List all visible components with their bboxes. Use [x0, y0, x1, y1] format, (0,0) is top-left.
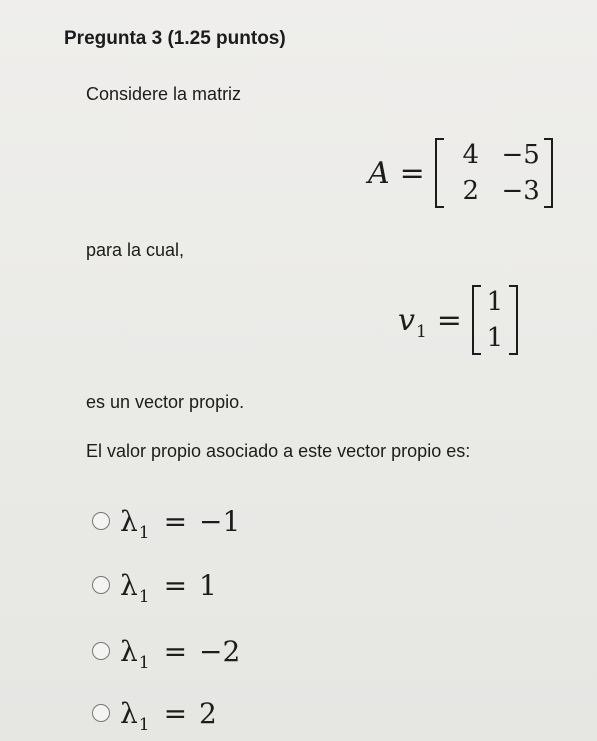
matrix-equals: =: [399, 155, 425, 191]
question-title: Pregunta 3 (1.25 puntos): [64, 28, 286, 49]
matrix-cell-2-1: 2: [462, 176, 480, 206]
vector-name: $v_1$: [398, 302, 427, 342]
middle-text: para la cual,: [86, 240, 185, 260]
vector-v1: [472, 285, 518, 355]
matrix-cell-2-2: −3: [501, 176, 540, 206]
right-bracket: [509, 285, 518, 355]
matrix-cell-1-2: −5: [501, 140, 540, 170]
left-bracket: [472, 285, 481, 355]
right-bracket: [544, 138, 553, 208]
matrix-name: A: [368, 155, 390, 191]
vector-entry-2: 1: [486, 323, 504, 353]
option-4[interactable]: [92, 696, 217, 735]
prompt-text: El valor propio asociado a este vector propio es:: [86, 441, 471, 461]
vector-entry-1: 1: [486, 287, 504, 317]
option-3-radio[interactable]: [92, 642, 110, 660]
intro-text: Considere la matriz: [86, 84, 242, 104]
vector-grid: [481, 285, 509, 355]
option-3-label: λ 1 = −2: [120, 634, 241, 673]
left-bracket: [435, 138, 444, 208]
vector-equals: =: [436, 302, 462, 338]
matrix-grid: [444, 138, 544, 208]
option-3[interactable]: [92, 634, 241, 673]
matrix-equation: [368, 138, 553, 208]
option-2-label: λ 1 = 1: [120, 568, 217, 607]
vector-subscript: 1: [415, 321, 427, 342]
option-2[interactable]: [92, 568, 217, 607]
option-2-radio[interactable]: [92, 576, 110, 594]
matrix-a: [435, 138, 553, 208]
option-1[interactable]: [92, 504, 241, 543]
vector-equation: [398, 285, 518, 355]
option-1-radio[interactable]: [92, 512, 110, 530]
after-text: es un vector propio.: [86, 392, 245, 412]
option-4-radio[interactable]: [92, 704, 110, 722]
option-1-label: λ 1 = −1: [120, 504, 241, 543]
option-4-label: λ 1 = 2: [120, 696, 217, 735]
matrix-cell-1-1: 4: [462, 140, 480, 170]
